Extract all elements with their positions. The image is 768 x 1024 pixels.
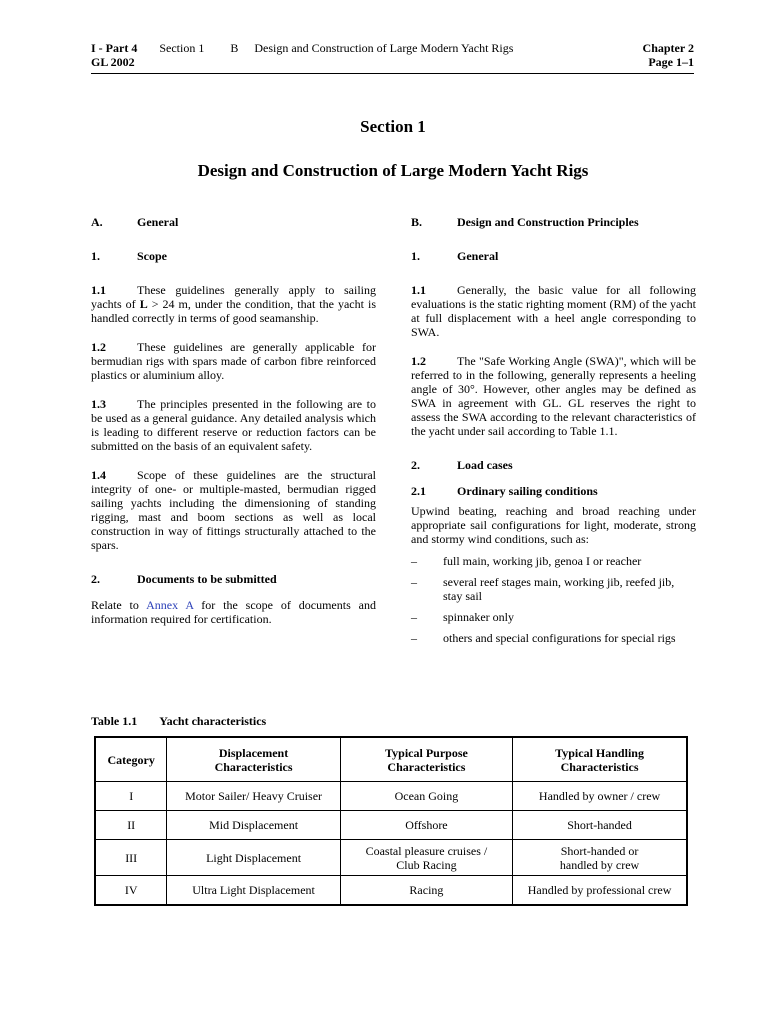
table-row [95, 811, 687, 840]
sail-configuration-list [411, 554, 696, 645]
cell-displacement: Motor Sailer/ Heavy Cruiser [167, 782, 340, 811]
paragraph-text: These guidelines generally apply to sailing yachts of [91, 283, 376, 311]
cell-displacement: Mid Displacement [167, 811, 340, 840]
header-handling [513, 737, 687, 782]
heading-scope [91, 249, 376, 263]
paragraph-2-1: Upwind beating, reaching and broad reaching under appropriate sail configurations for light, moderate, strong and stormy wind conditions, such as: [411, 504, 696, 546]
heading-a-general [91, 215, 376, 229]
cell-purpose [340, 840, 512, 876]
header-displacement [167, 737, 340, 782]
paragraph-b-1-1 [411, 283, 696, 339]
section-title: Section 1 [360, 117, 426, 136]
paragraph-text: The "Safe Working Angle (SWA)", which will be referred to in the following, generally represents a heeling angle of 30°. However, other angles may be defined as SWA in agreement with GL. GL reserves the right to assess the SWA according to the relevant characteristics of the yacht under sail according to Table 1.1. [411, 354, 696, 438]
heading-documents [91, 572, 376, 586]
cell-displacement: Light Displacement [167, 840, 340, 876]
paragraph-text: Scope of these guidelines are the structural integrity of one- or multiple-masted, bermudian rigged sailing yachts including the dimensioning of standing rigging, mast and boom sections as well as local construction in way of fittings structurally attached to the spars. [91, 468, 376, 552]
heading-text: Ordinary sailing conditions [457, 484, 598, 498]
header-line: Displacement [218, 745, 289, 760]
cell-displacement: Ultra Light Displacement [167, 876, 340, 906]
header-category [95, 737, 167, 782]
cell-handling: Handled by owner / crew [513, 782, 687, 811]
heading-number: 1. [411, 249, 420, 263]
header-line: Characteristics [387, 759, 466, 774]
table-row [95, 782, 687, 811]
heading-text: Design and Construction Principles [457, 215, 639, 229]
heading-letter: A. [91, 215, 103, 229]
header-title: Design and Construction of Large Modern Yacht Rigs [254, 41, 514, 55]
right-column [411, 215, 696, 652]
heading-text: Scope [137, 249, 167, 263]
heading-general [411, 249, 696, 263]
yacht-characteristics-table [94, 736, 688, 906]
cell-line: Short-handed or [560, 843, 639, 858]
paragraph-text: The principles presented in the following are to be used as a general guidance. Any detailed analysis which is leading to different reserve or reduction factors can be submitted on the basis of an equivalent safety. [91, 397, 376, 453]
list-item-text: others and special configurations for special rigs [443, 631, 676, 645]
cell-handling [513, 840, 687, 876]
running-header-right [643, 41, 694, 69]
paragraph-number: 1.2 [91, 340, 106, 354]
paragraph-text: Relate to [91, 598, 147, 612]
header-letter: B [230, 41, 239, 55]
header-line: Category [107, 752, 155, 767]
heading-letter: B. [411, 215, 423, 229]
dash-marker: – [411, 554, 417, 568]
header-rule [91, 73, 694, 74]
paragraph-number: 1.1 [91, 283, 106, 297]
cell-purpose: Ocean Going [340, 782, 512, 811]
paragraph-text: Generally, the basic value for all following evaluations is the static righting moment (RM) of the yacht at full displacement with a heel angle corresponding to SWA. [411, 283, 696, 339]
header-page: Page 1–1 [648, 55, 694, 69]
paragraph-text: for the scope of documents and information required for certification. [91, 598, 376, 626]
header-purpose [340, 737, 512, 782]
cell-category: III [95, 840, 167, 876]
cell-line: handled by crew [559, 857, 640, 872]
heading-ordinary-sailing [411, 484, 696, 498]
cell-purpose: Offshore [340, 811, 512, 840]
list-item [411, 554, 696, 568]
table-row [95, 876, 687, 906]
heading-load-cases [411, 458, 696, 472]
table-title: Yacht characteristics [159, 714, 267, 728]
cell-category: I [95, 782, 167, 811]
annex-a-link[interactable]: Annex A [146, 598, 194, 612]
paragraph-number: 1.4 [91, 468, 106, 482]
heading-number: 2. [91, 572, 100, 586]
heading-b-principles [411, 215, 696, 229]
paragraph-1-3 [91, 397, 376, 453]
list-item [411, 631, 696, 645]
heading-number: 2.1 [411, 484, 426, 498]
paragraph-1-2 [91, 340, 376, 382]
paragraph-number: 1.1 [411, 283, 426, 297]
header-line: Characteristics [560, 759, 639, 774]
table-header-row [95, 737, 687, 782]
paragraph-text: These guidelines are generally applicable for bermudian rigs with spars made of carbon fibre reinforced plastics or aluminium alloy. [91, 340, 376, 382]
header-line: Typical Purpose [385, 745, 468, 760]
paragraph-1-1 [91, 283, 376, 325]
header-line: Typical Handling [555, 745, 644, 760]
heading-text: General [457, 249, 499, 263]
cell-line: Coastal pleasure cruises / [365, 843, 488, 858]
paragraph-b-1-2 [411, 354, 696, 438]
dash-marker: – [411, 631, 417, 645]
table-number: Table 1.1 [91, 714, 138, 728]
cell-purpose: Racing [340, 876, 512, 906]
header-section: Section 1 [159, 41, 205, 55]
list-item [411, 575, 696, 603]
header-part: I - Part 4 [91, 41, 138, 55]
heading-text: General [137, 215, 179, 229]
cell-category: IV [95, 876, 167, 906]
document-title: Design and Construction of Large Modern Yacht Rigs [197, 161, 589, 180]
cell-handling: Short-handed [513, 811, 687, 840]
list-item [411, 610, 696, 624]
table-caption [91, 714, 266, 729]
dash-marker: – [411, 610, 417, 624]
heading-number: 1. [91, 249, 100, 263]
header-chapter: Chapter 2 [642, 41, 694, 55]
cell-category: II [95, 811, 167, 840]
paragraph-number: 1.3 [91, 397, 106, 411]
list-item-text: several reef stages main, working jib, reefed jib, stay sail [443, 575, 675, 603]
paragraph-text: > 24 m, under the condition, that the yacht is handled correctly in terms of good seamanship. [91, 297, 376, 325]
dash-marker: – [411, 575, 417, 589]
symbol-l: L [139, 297, 148, 311]
heading-number: 2. [411, 458, 420, 472]
running-header-left [91, 41, 513, 69]
heading-text: Documents to be submitted [137, 572, 277, 586]
paragraph-number: 1.2 [411, 354, 426, 368]
heading-text: Load cases [457, 458, 513, 472]
table-row [95, 840, 687, 876]
list-item-text: spinnaker only [443, 610, 514, 624]
left-column [91, 215, 376, 641]
list-item-text: full main, working jib, genoa I or reacher [443, 554, 642, 568]
paragraph-1-4 [91, 468, 376, 552]
header-line: Characteristics [214, 759, 293, 774]
cell-line: Club Racing [396, 857, 457, 872]
cell-handling: Handled by professional crew [513, 876, 687, 906]
header-gl: GL 2002 [91, 55, 135, 69]
paragraph-relate [91, 598, 376, 626]
